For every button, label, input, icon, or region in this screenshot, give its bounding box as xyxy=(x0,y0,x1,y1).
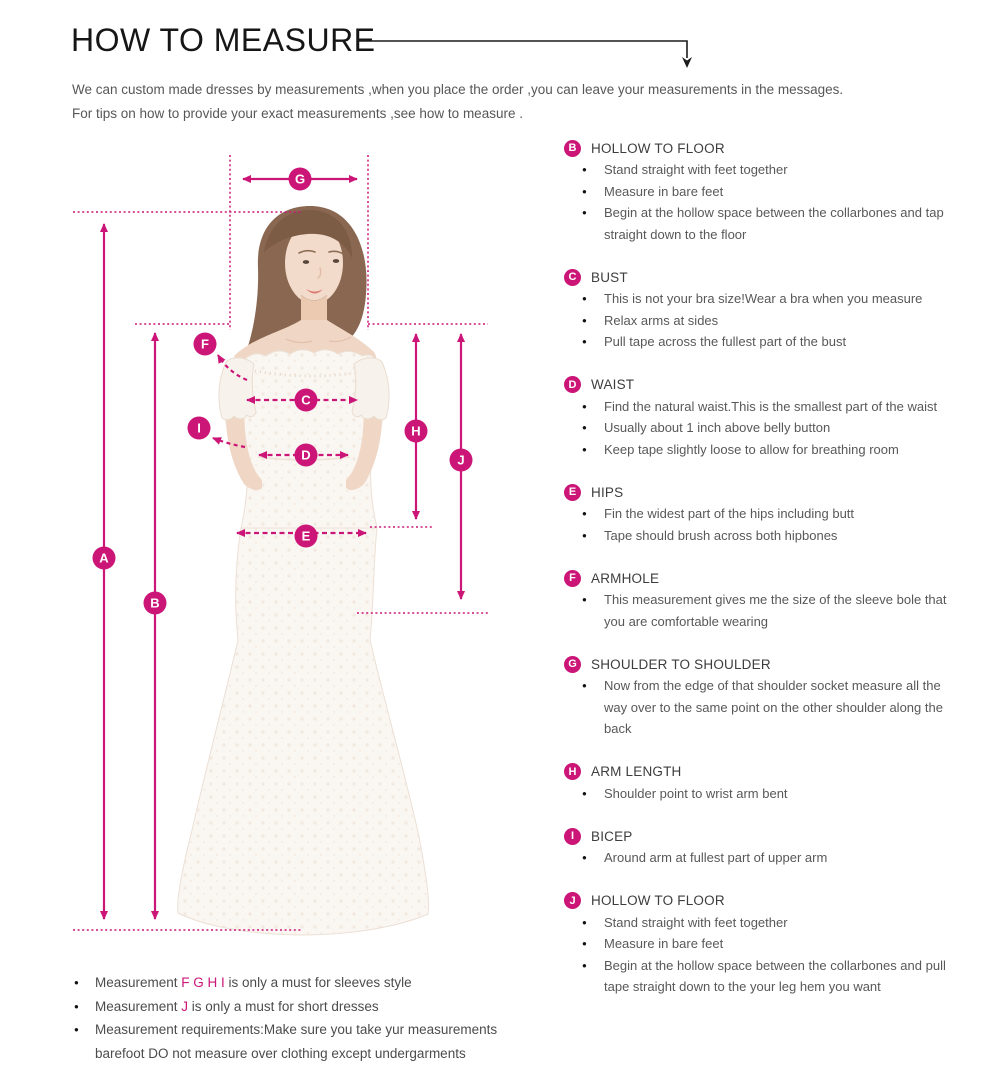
bullet-dot-icon: ● xyxy=(582,186,587,196)
intro-text xyxy=(72,78,952,126)
section-header xyxy=(564,481,984,503)
letter-badge: D xyxy=(564,376,581,393)
bullet-text: Measure in bare feet xyxy=(604,183,724,199)
bullet-dot-icon: ● xyxy=(582,530,587,540)
bullet-dot-icon: ● xyxy=(582,917,587,927)
letter-badge: C xyxy=(564,269,581,286)
svg-text:B: B xyxy=(150,595,160,611)
note-text xyxy=(95,971,412,995)
bullet-dot-icon: ● xyxy=(582,208,587,217)
section-header xyxy=(564,653,984,675)
bullet-text: Find the natural waist.This is the smallest part of the waist xyxy=(604,398,938,414)
bullet-item xyxy=(564,310,984,332)
section-header xyxy=(564,137,984,159)
marker-f xyxy=(194,333,217,356)
note-item xyxy=(74,971,544,995)
bullet-text: This is not your bra size!Wear a bra when you measure xyxy=(604,291,923,306)
bullet-dot-icon: ● xyxy=(74,978,79,987)
section-header xyxy=(564,825,984,847)
section-f-armhole xyxy=(564,567,984,632)
marker-a xyxy=(93,547,116,570)
letter-badge: I xyxy=(564,828,581,845)
bullet-text: Stand straight with feet together xyxy=(604,162,788,177)
section-title: ARMHOLE xyxy=(591,570,660,586)
bullet-item xyxy=(564,288,984,310)
bullet-dot-icon: ● xyxy=(582,595,587,604)
bullet-item xyxy=(564,955,984,998)
bullet-item xyxy=(564,159,984,181)
intro-line-2: For tips on how to provide your exact measurements ,see how to measure . xyxy=(72,106,523,121)
svg-text:G: G xyxy=(294,171,306,187)
bullet-dot-icon: ● xyxy=(582,294,587,303)
note-segment: Measurement xyxy=(95,998,182,1014)
note-segment: is only a must for short dresses xyxy=(188,998,379,1014)
section-title: HOLLOW TO FLOOR xyxy=(591,893,725,908)
section-e-hips xyxy=(564,481,984,546)
model-figure xyxy=(178,206,429,935)
bullet-item xyxy=(564,417,984,439)
bullet-text: Usually about 1 inch above belly button xyxy=(604,420,831,435)
section-header xyxy=(564,761,984,783)
marker-i xyxy=(188,417,211,440)
svg-text:I: I xyxy=(197,420,201,436)
section-d-waist xyxy=(564,374,984,461)
letter-badge: G xyxy=(564,656,581,673)
section-title: BUST xyxy=(591,269,628,285)
bullet-dot-icon: ● xyxy=(582,444,587,454)
bullet-dot-icon: ● xyxy=(582,681,587,690)
svg-text:J: J xyxy=(457,452,465,468)
marker-b xyxy=(144,592,167,615)
letter-badge: B xyxy=(564,140,581,157)
bullet-dot-icon: ● xyxy=(74,1001,79,1011)
note-text xyxy=(95,995,379,1019)
bullet-text: Begin at the hollow space between the collarbones and pull tape straight down to the your leg hem you want xyxy=(604,957,946,994)
marker-g xyxy=(289,168,312,191)
bullet-item xyxy=(564,783,984,805)
section-i-bicep xyxy=(564,825,984,869)
bullet-item xyxy=(564,675,984,740)
marker-d xyxy=(295,444,318,467)
page-title: HOW TO MEASURE xyxy=(71,22,376,58)
bullet-dot-icon: ● xyxy=(582,165,587,174)
bullet-dot-icon: ● xyxy=(582,939,587,948)
bullet-text: Keep tape slightly loose to allow for breathing room xyxy=(604,441,899,457)
marker-j xyxy=(450,449,473,472)
bullet-dot-icon: ● xyxy=(582,337,587,346)
measure-sections xyxy=(564,137,984,1019)
bullet-text: Stand straight with feet together xyxy=(604,914,788,930)
bullet-dot-icon: ● xyxy=(582,423,587,432)
note-accent-letters: J xyxy=(181,998,189,1014)
marker-c xyxy=(295,389,318,412)
bullet-item xyxy=(564,396,984,418)
bullet-item xyxy=(564,847,984,869)
svg-text:H: H xyxy=(411,423,421,439)
section-title: SHOULDER TO SHOULDER xyxy=(591,656,771,672)
bullet-dot-icon: ● xyxy=(74,1025,79,1034)
note-segment: Measurement xyxy=(95,975,182,990)
section-j-hollow-to-floor xyxy=(564,890,984,998)
bullet-text: Begin at the hollow space between the collarbones and tap straight down to the floor xyxy=(604,205,944,242)
bullet-text: Now from the edge of that shoulder socket measure all the way over to the same point on the other shoulder along the back xyxy=(604,678,943,736)
marker-e xyxy=(295,525,318,548)
letter-badge: H xyxy=(564,763,581,780)
section-header xyxy=(564,567,984,589)
bullet-text: Measure in bare feet xyxy=(604,936,724,951)
bullet-item xyxy=(564,589,984,632)
section-title: WAIST xyxy=(591,377,635,392)
note-segment: is only a must for sleeves style xyxy=(224,975,412,990)
section-h-arm-length xyxy=(564,761,984,805)
letter-badge: J xyxy=(564,892,581,909)
letter-badge: F xyxy=(564,570,581,587)
note-item xyxy=(74,1018,544,1065)
dress-left-sleeve xyxy=(219,358,256,420)
section-header xyxy=(564,266,984,288)
bullet-item xyxy=(564,181,984,203)
bullet-text: Shoulder point to wrist arm bent xyxy=(604,785,788,801)
section-title: HOLLOW TO FLOOR xyxy=(591,140,725,156)
letter-badge: E xyxy=(564,484,581,501)
bullet-dot-icon: ● xyxy=(582,788,587,798)
note-text xyxy=(95,1018,515,1065)
bullet-dot-icon: ● xyxy=(582,509,587,518)
svg-text:C: C xyxy=(301,392,311,408)
bullet-text: Relax arms at sides xyxy=(604,312,719,328)
bullet-dot-icon: ● xyxy=(582,960,587,970)
dress-right-sleeve xyxy=(352,358,389,420)
bullet-text: Fin the widest part of the hips including butt xyxy=(604,506,855,521)
bullet-item xyxy=(564,439,984,461)
section-g-shoulder-to-shoulder xyxy=(564,653,984,740)
bullet-item xyxy=(564,933,984,955)
bullet-item xyxy=(564,912,984,934)
bullet-text: Around arm at fullest part of upper arm xyxy=(604,850,828,865)
note-segment: Measurement requirements:Make sure you take yur measurements barefoot DO not measure over clothing except undergarments xyxy=(95,1022,498,1061)
note-item xyxy=(74,995,544,1019)
section-title: BICEP xyxy=(591,828,633,844)
section-title: HIPS xyxy=(591,484,624,500)
bullet-item xyxy=(564,202,984,245)
section-header xyxy=(564,890,984,912)
measurement-diagram xyxy=(0,130,560,980)
svg-text:F: F xyxy=(201,336,209,352)
bullet-text: Pull tape across the fullest part of the bust xyxy=(604,334,847,349)
section-c-bust xyxy=(564,266,984,353)
note-accent-letters: F G H I xyxy=(181,975,225,990)
bullet-text: Tape should brush across both hipbones xyxy=(604,527,838,543)
svg-text:A: A xyxy=(99,550,109,566)
bullet-text: This measurement gives me the size of the sleeve bole that you are comfortable wearing xyxy=(604,592,947,629)
bullet-dot-icon: ● xyxy=(582,401,587,411)
bullet-item xyxy=(564,331,984,353)
svg-text:E: E xyxy=(301,528,311,544)
bullet-item xyxy=(564,503,984,525)
bullet-item xyxy=(564,525,984,547)
section-title: ARM LENGTH xyxy=(591,764,682,779)
bottom-notes xyxy=(74,971,544,1065)
section-header xyxy=(564,374,984,396)
bullet-dot-icon: ● xyxy=(582,315,587,325)
svg-text:D: D xyxy=(301,447,311,463)
intro-line-1: We can custom made dresses by measurements ,when you place the order ,you can leave your measurements in the messages. xyxy=(72,82,844,97)
bullet-dot-icon: ● xyxy=(582,853,587,862)
section-b-hollow-to-floor xyxy=(564,137,984,245)
marker-h xyxy=(405,420,428,443)
